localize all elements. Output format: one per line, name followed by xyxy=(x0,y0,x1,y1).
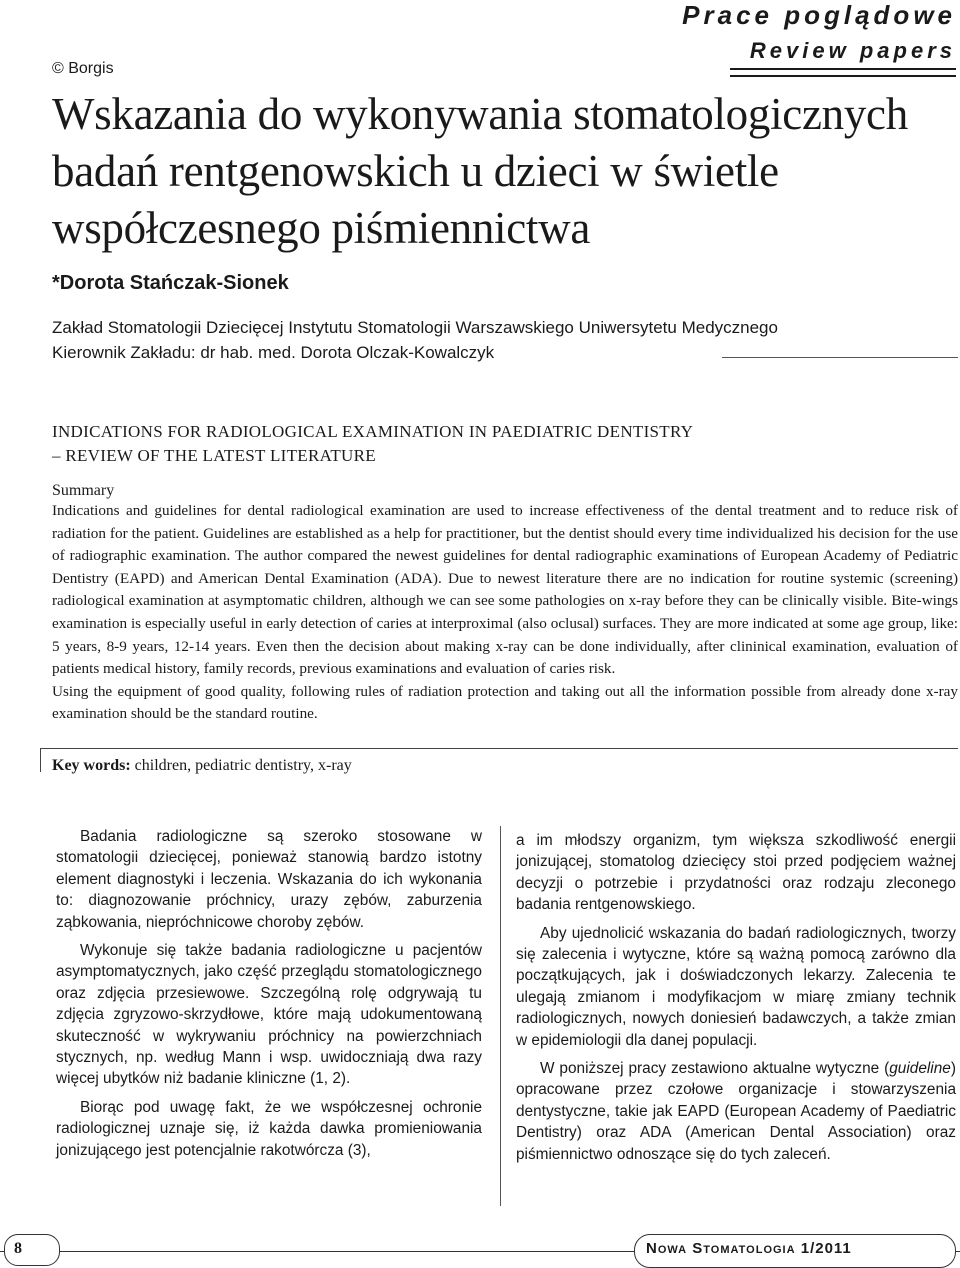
keywords-rule xyxy=(40,748,958,749)
column-divider xyxy=(500,826,501,1206)
body-paragraph: Wykonuje się także badania radiologiczne u pacjentów asymptomatycznych, jako część przeglądu stomatologicznego oraz zdjęcia przesiewowe. Szczególną rolę odgrywają tu zdjęcia zgryzowo-skrzydłowe, które mają udokumentowaną skuteczność w wykrywaniu próchnicy na powierzchniach stycznych, np. według Mann i wsp. uwidoczniają dwa razy więcej ubytków niż badanie kliniczne (1, 2). xyxy=(56,942,482,1088)
summary-abstract xyxy=(52,500,958,726)
title-line-1: Wskazania do wykonywania stomatologicznych xyxy=(52,89,908,139)
body-text: W poniższej pracy zestawiono aktualne wytyczne ( xyxy=(540,1060,890,1078)
copyright-borgis: © Borgis xyxy=(52,60,114,77)
english-title xyxy=(52,420,693,468)
body-column-right xyxy=(516,830,956,1172)
footer-rule-left xyxy=(0,1251,634,1252)
english-title-line-2: – REVIEW OF THE LATEST LITERATURE xyxy=(52,446,376,465)
page-number: 8 xyxy=(14,1240,22,1257)
section-label-en: Review papers xyxy=(749,38,956,63)
affiliation-line-2: Kierownik Zakładu: dr hab. med. Dorota Olczak-Kowalczyk xyxy=(52,343,495,362)
section-rule-bottom xyxy=(730,75,956,77)
summary-paragraph: Using the equipment of good quality, following rules of radiation protection and taking out all the information possible from already done x-ray examination should be the standard routine. xyxy=(52,682,958,723)
journal-name: Nowa Stomatologia 1/2011 xyxy=(646,1240,852,1257)
affiliation-rule xyxy=(722,357,958,358)
page-number-box xyxy=(4,1234,60,1266)
body-paragraph: Biorąc pod uwagę fakt, że we współczesnej ochronie radiologicznej uznaje się, iż każda dawka promieniowania jonizującego jest potencjalnie rakotwórcza (3), xyxy=(56,1098,482,1159)
summary-paragraph: Indications and guidelines for dental radiological examination are used to increase effectiveness of the dental treatment and to reduce risk of radiation for the patient. Guidelines are established as a help for practitioner, but the dentist should every time individualized his decision for the use of radiographic examination. The author compared the newest guidelines for dental radiographic examinations of European Academy of Pediatric Dentistry (EAPD) and American Dental Examination (ADA). Due to newest literature there are no indication for routine systemic (screening) radiological examination at asymptomatic children, although we can see some pathologies on x-ray before they can be clinically visible. Bite-wings examination is especially useful in early detection of caries at interproximal (also oclusal) surfaces. They are more indicated at some age group, like: 5 years, 8-9 years, 12-14 years. Even then the decision about making x-ray can be done individually, after clininical examination, evaluation of patients medical history, family records, previous examinations and evaluation of caries risk. xyxy=(52,502,958,678)
article-title xyxy=(52,86,952,257)
section-label-pl: Prace poglądowe xyxy=(682,0,956,30)
section-header xyxy=(682,0,956,64)
body-text: ) opracowane przez czołowe organizacje i stowarzyszenia dentystyczne, takie jak EAPD (European Academy of Paediatric Dentistry) oraz ADA (American Dental Association) oraz piśmiennictwo odnoszące się do tych zaleceń. xyxy=(516,1060,956,1163)
keywords-rule-tick xyxy=(40,748,41,772)
title-line-3: współczesnego piśmiennictwa xyxy=(52,203,591,253)
body-text-italic: guideline xyxy=(889,1060,951,1078)
body-paragraph xyxy=(516,1058,956,1165)
keywords xyxy=(52,757,352,775)
title-line-2: badań rentgenowskich u dzieci w świetle xyxy=(52,146,779,196)
summary-heading: Summary xyxy=(52,482,115,499)
affiliation-line-1: Zakład Stomatologii Dziecięcej Instytutu Stomatologii Warszawskiego Uniwersytetu Medycznego xyxy=(52,318,778,337)
keywords-list: children, pediatric dentistry, x-ray xyxy=(130,757,352,774)
english-title-line-1: INDICATIONS FOR RADIOLOGICAL EXAMINATION IN PAEDIATRIC DENTISTRY xyxy=(52,422,694,441)
body-column-left xyxy=(56,826,482,1168)
body-paragraph: Aby ujednolicić wskazania do badań radiologicznych, tworzy się zalecenia i wytyczne, które są ważną pomocą zarówno dla początkujących, jak i doświadczonych lekarzy. Zalecenia te ulegają zmianom i modyfikacjom w miarę zmiany technik radiologicznych, nowych doniesień badawczych, a także zmian w epidemiologii dla danej populacji. xyxy=(516,924,956,1049)
body-paragraph: Badania radiologiczne są szeroko stosowane w stomatologii dziecięcej, ponieważ stanowią bardzo istotny element diagnostyki i leczenia. Wskazania do ich wykonania to: diagnozowanie próchnicy, urazy zębów, zaburzenia ząbkowania, niepróchnicowe choroby zębów. xyxy=(56,828,482,931)
keywords-label: Key words: xyxy=(52,757,131,774)
body-paragraph: a im młodszy organizm, tym większa szkodliwość energii jonizującej, stomatolog dziecięcy stoi przed podjęciem ważnej decyzji o potrzebie i przydatności oraz rodzaju zleconego badania rentgenowskiego. xyxy=(516,832,956,914)
section-rule-top xyxy=(730,68,956,70)
author-name: *Dorota Stańczak-Sionek xyxy=(52,272,289,294)
